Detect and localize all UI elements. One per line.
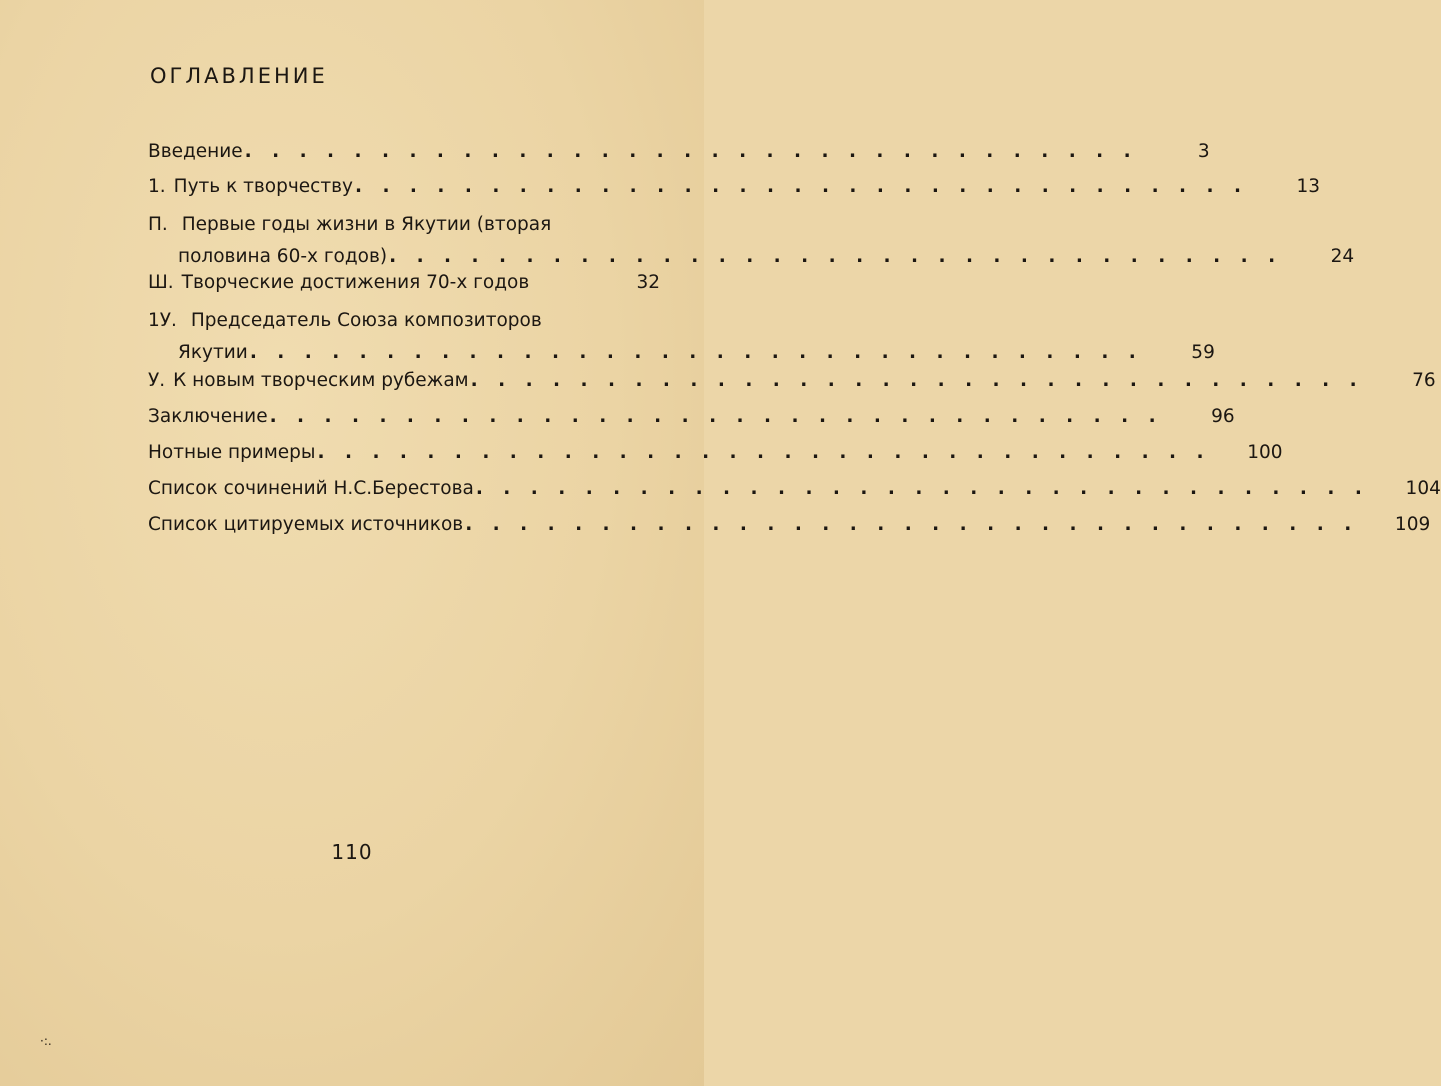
toc-entry-title-line1: Первые годы жизни в Якутии (вторая: [181, 214, 552, 235]
toc-entry-page: 100: [1247, 442, 1283, 463]
toc-entry-page: 76: [1412, 370, 1436, 391]
toc-entry-page: 3: [1197, 141, 1210, 162]
dot-leader: . . . . . . . . . . . . . . . . . . . . . . . . . . . . . . . . .: [465, 514, 1359, 535]
dot-leader: . . . . . . . . . . . . . . . . . . . . . . . . . . . . . . . . .: [470, 370, 1364, 391]
dot-leader: . . . . . . . . . . . . . . . . . . . . . . . . . . . . . . . . .: [317, 442, 1211, 463]
toc-entry-chapter-4[interactable]: [148, 305, 1215, 369]
toc-entry-page: 96: [1211, 406, 1235, 427]
toc-entry-title: Введение: [148, 141, 243, 162]
toc-entry-page: 109: [1394, 514, 1431, 535]
toc-entry-page: 104: [1405, 478, 1441, 499]
toc-entry-title: К новым творческим рубежам: [173, 370, 469, 391]
toc-entry-chapter-5[interactable]: [148, 365, 1436, 397]
toc-entry-page: 32: [636, 272, 660, 293]
toc-entry-chapter-2[interactable]: [148, 209, 1355, 273]
dot-leader: . . . . . . . . . . . . . . . . . . . . . . . . . . . . . . . . .: [244, 141, 1138, 162]
toc-entry-number: П.: [148, 214, 168, 235]
toc-entry-page: 24: [1330, 246, 1355, 267]
toc-entry-chapter-3[interactable]: [148, 267, 660, 299]
toc-entry-title: Заключение: [148, 406, 268, 427]
toc-entry-page: 59: [1191, 342, 1215, 363]
paper-speck: ·:.: [40, 1034, 52, 1048]
toc-entry-title: Якутии: [178, 342, 248, 363]
toc-entry-page: 13: [1296, 176, 1321, 197]
toc-entry-number: У.: [148, 370, 166, 391]
toc-entry-chapter-1[interactable]: [148, 171, 1321, 203]
dot-leader: . . . . . . . . . . . . . . . . . . . . . . . . . . . . . . . . .: [354, 176, 1249, 197]
toc-entry-title: Творческие достижения 70-х годов: [181, 272, 530, 293]
toc-heading: ОГЛАВЛЕНИЕ: [150, 64, 328, 88]
toc-entry-number: 1У.: [148, 310, 177, 331]
toc-entry-music-examples[interactable]: [148, 437, 1283, 469]
toc-entry-introduction[interactable]: [148, 136, 1210, 168]
page-number: 110: [331, 840, 373, 864]
toc-entry-title: половина 60-х годов): [178, 246, 388, 267]
toc-entry-title: Список цитируемых источников: [148, 514, 464, 535]
toc-entry-title-line1: Председатель Союза композиторов: [190, 310, 542, 331]
dot-leader: . . . . . . . . . . . . . . . . . . . . . . . . . . . . . . . . .: [475, 478, 1369, 499]
dot-leader: . . . . . . . . . . . . . . . . . . . . . . . . . . . . . . . . .: [269, 406, 1163, 427]
toc-entry-conclusion[interactable]: [148, 401, 1235, 433]
dot-leader: . . . . . . . . . . . . . . . . . . . . . . . . . . . . . . . . .: [389, 246, 1283, 267]
toc-entry-number: 1.: [148, 176, 166, 197]
toc-entry-title: Нотные примеры: [148, 442, 316, 463]
toc-entry-title: Путь к творчеству: [173, 176, 353, 197]
dot-leader: . . . . . . . . . . . . . . . . . . . . . . . . . . . . . . . . .: [249, 342, 1143, 363]
toc-entry-sources-list[interactable]: [148, 509, 1431, 541]
toc-entry-title: Список сочинений Н.С.Берестова: [148, 478, 474, 499]
toc-entry-works-list[interactable]: [148, 473, 1441, 505]
toc-entry-number: Ш.: [148, 272, 174, 293]
